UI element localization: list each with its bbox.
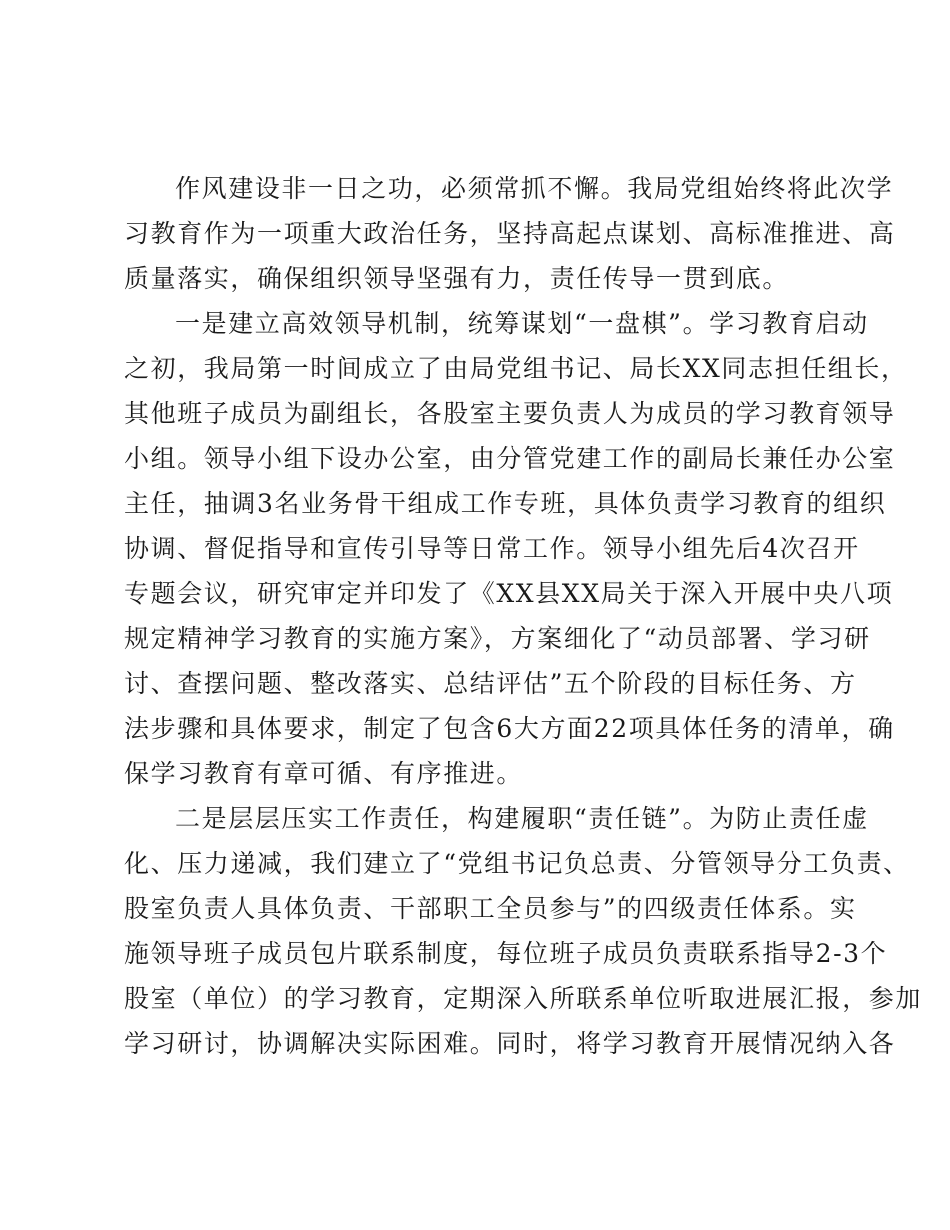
text-line: 化、压力递减，我们建立了“党组书记负总责、分管领导分工负责、 (124, 849, 910, 878)
text-line: 施领导班子成员包片联系制度，每位班子成员负责联系指导2-3个 (124, 939, 888, 968)
text-line: 小组。领导小组下设办公室，由分管党建工作的副局长兼任办公室 (124, 444, 896, 473)
text-line: 法步骤和具体要求，制定了包含6大方面22项具体任务的清单，确 (124, 714, 895, 743)
text-line: 二是层层压实工作责任，构建履职“责任链”。为防止责任虚 (175, 804, 869, 833)
text-line: 股室（单位）的学习教育，定期深入所联系单位听取进展汇报，参加 (124, 984, 923, 1013)
text-line: 规定精神学习教育的实施方案》，方案细化了“动员部署、学习研 (124, 624, 871, 653)
text-line: 学习研讨，协调解决实际困难。同时，将学习教育开展情况纳入各 (124, 1029, 896, 1058)
text-line: 协调、督促指导和宣传引导等日常工作。领导小组先后4次召开 (124, 534, 860, 563)
text-line: 其他班子成员为副组长，各股室主要负责人为成员的学习教育领导 (124, 399, 896, 428)
text-line: 主任，抽调3名业务骨干组成工作专班，具体负责学习教育的组织 (124, 489, 887, 518)
text-line: 作风建设非一日之功，必须常抓不懈。我局党组始终将此次学 (175, 174, 894, 203)
text-line: 专题会议，研究审定并印发了《XX县XX局关于深入开展中央八项 (124, 579, 894, 608)
text-line: 一是建立高效领导机制，统筹谋划“一盘棋”。学习教育启动 (175, 309, 869, 338)
text-line: 保学习教育有章可循、有序推进。 (124, 759, 524, 788)
text-line: 质量落实，确保组织领导坚强有力，责任传导一贯到底。 (124, 264, 790, 293)
text-line: 之初，我局第一时间成立了由局党组书记、局长XX同志担任组长， (124, 354, 908, 383)
text-line: 习教育作为一项重大政治任务，坚持高起点谋划、高标准推进、高 (124, 219, 896, 248)
text-line: 讨、查摆问题、整改落实、总结评估”五个阶段的目标任务、方 (124, 669, 857, 698)
text-line: 股室负责人具体负责、干部职工全员参与”的四级责任体系。实 (124, 894, 857, 923)
